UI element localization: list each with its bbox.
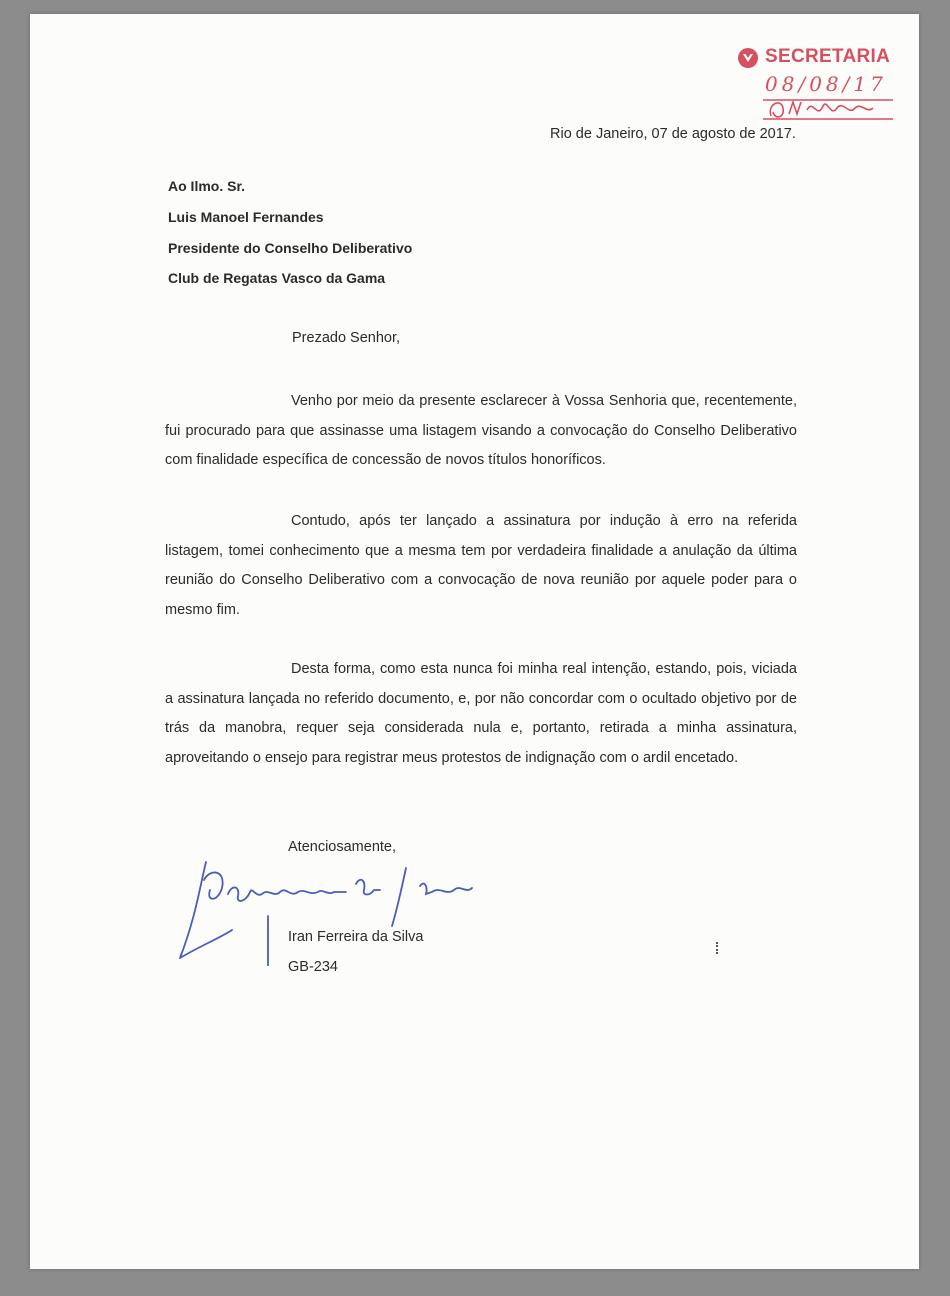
handwritten-signature <box>170 846 490 966</box>
recipient-line-4: Club de Regatas Vasco da Gama <box>168 270 386 286</box>
place-date: Rio de Janeiro, 07 de agosto de 2017. <box>550 126 796 142</box>
paragraph-2: Contudo, após ter lançado a assinatura por indução à erro na referida listagem, tomei conhecimento que a mesma tem por verdadeira finalidade a anulação da última reunião do Conselho Deliberativo com a convocação de nova reunião por aquele poder para o mesmo fim. <box>165 513 797 618</box>
paragraph-3: Desta forma, como esta nunca foi minha real intenção, estando, pois, viciada a assinatura lançada no referido documento, e, por não concordar com o ocultado objetivo por de trás da manobra, requer seja considerada nula e, portanto, retirada a minha assinatura, aproveitando o ensejo para registrar meus protestos de indignação com o ardil encetado. <box>165 661 797 766</box>
recipient-line-3: Presidente do Conselho Deliberativo <box>168 240 413 256</box>
vasco-logo-icon <box>737 47 759 69</box>
closing: Atenciosamente, <box>288 839 397 855</box>
signer-name: Iran Ferreira da Silva <box>288 929 424 945</box>
letter-page <box>30 14 919 1269</box>
paper-speck <box>716 942 721 954</box>
stamp-initials-scribble <box>757 90 897 122</box>
signer-id: GB-234 <box>288 959 338 975</box>
secretaria-stamp <box>735 44 895 124</box>
stamp-date: 08/08/17 <box>765 72 887 96</box>
recipient-line-1: Ao Ilmo. Sr. <box>168 178 246 194</box>
stamp-title: SECRETARIA <box>765 46 891 67</box>
paragraph-1: Venho por meio da presente esclarecer à Vossa Senhoria que, recentemente, fui procurado para que assinasse uma listagem visando a convocação do Conselho Deliberativo com finalidade específica de concessão de novos títulos honoríficos. <box>165 393 797 468</box>
greeting: Prezado Senhor, <box>292 330 401 346</box>
recipient-line-2: Luis Manoel Fernandes <box>168 209 324 225</box>
